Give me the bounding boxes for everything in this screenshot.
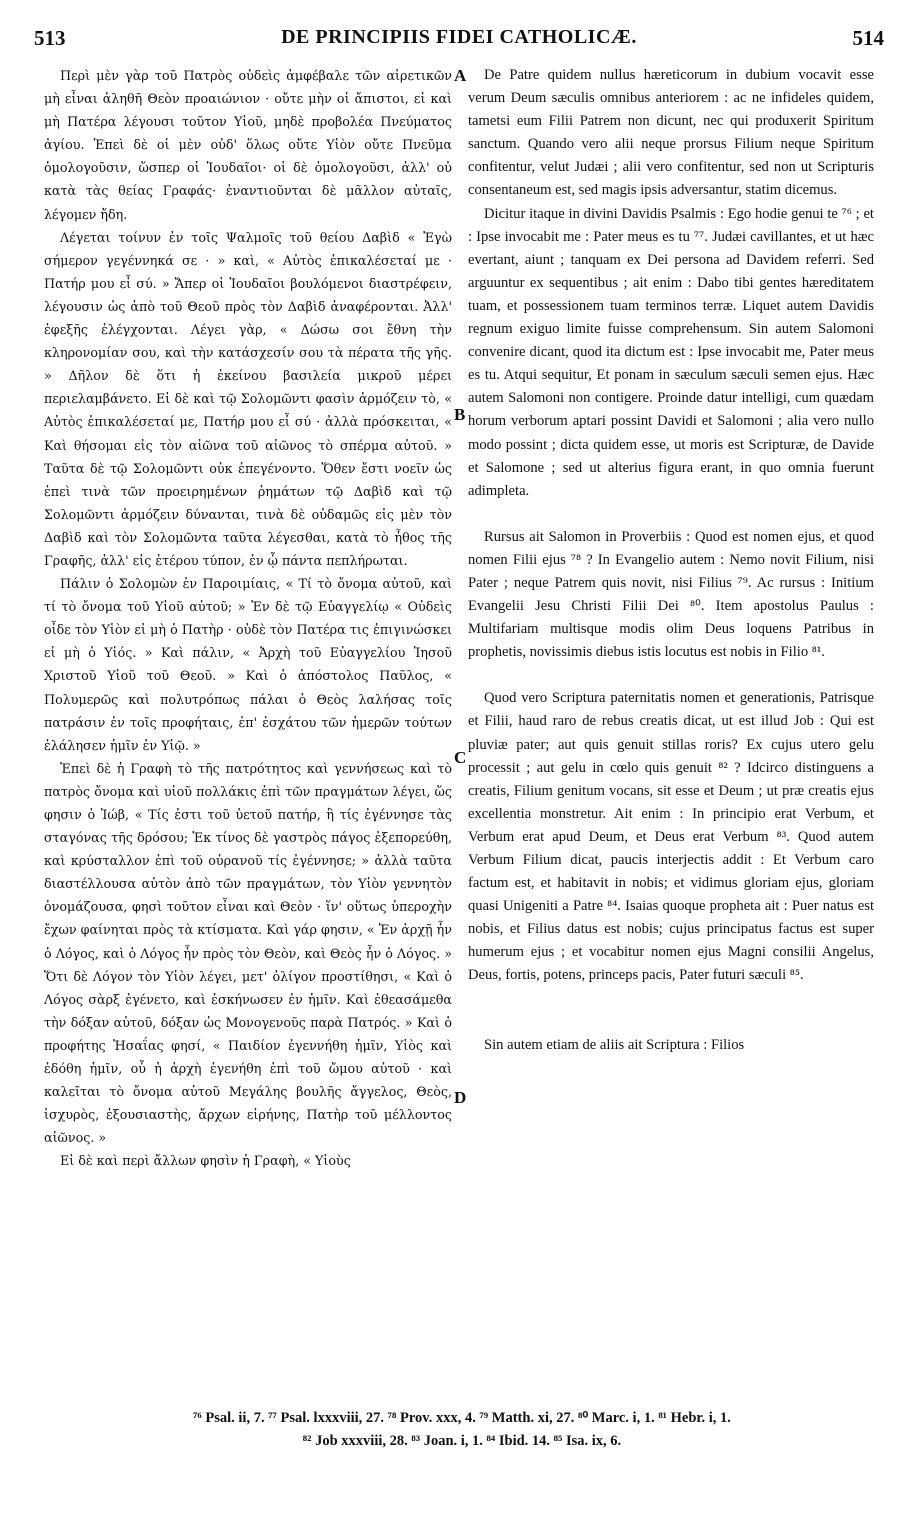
margin-marker-d: D (454, 1088, 467, 1107)
greek-paragraph: Πάλιν ὁ Σολομὼν ἐν Παροιμίαις, « Τί τὸ ὄνομα αὐτοῦ, καὶ τί τὸ ὄνομα τοῦ Υἱοῦ αὐτοῦ; » Ἐν δὲ τῷ Εὐαγγελίῳ « Οὐδεὶς οἶδε τὸν Υἱὸν εἰ μὴ ὁ Πατὴρ · οὐδὲ τὸν Πατέρα τις ἐπιγινώσκει εἰ μὴ ὁ Υἱός. » Καὶ πάλιν, « Ἀρχὴ τοῦ Εὐαγγελίου Ἰησοῦ Χριστοῦ Υἱοῦ τοῦ Θεοῦ. » Καὶ ὁ ἀπόστολος Παῦλος, « Πολυμερῶς καὶ πολυτρόπως πάλαι ὁ Θεὸς λαλήσας τοῖς πατράσιν ἐν τοῖς προφήταις, ἐπ' ἐσχάτου τῶν ἡμερῶν τούτων ἐλάλησεν ἡμῖν ἐν Υἱῷ. » (44, 576, 452, 753)
latin-paragraph: Rursus ait Salomon in Proverbiis : Quod est nomen ejus, et quod nomen Filii ejus ⁷⁸ ? In Evangelio autem : Nemo novit Filium, nisi Pater ; neque Patrem quis novit, nisi Filius ⁷⁹. Ac rursus : Initium Evangelii Jesu Christi Filii Dei ⁸⁰. Item apostolus Paulus : Multifariam multisque modis olim Deus loquens Patribus in prophetis, novissimis diebus istis locutus est nobis in Filio ⁸¹. (468, 528, 874, 661)
margin-marker-c: C (454, 748, 467, 767)
running-title: DE PRINCIPIIS FIDEI CATHOLICÆ. (281, 26, 637, 48)
latin-paragraph: Quod vero Scriptura paternitatis nomen et generationis, Patrisque et Filii, haud raro de rebus creatis dicat, ut est illud Job : Qui est pluviæ pater; aut quis genuit stillas roris? Ex cujus utero gelu processit ; aut gelu in cœlo quis genuit ⁸² ? Idcirco distinguens a creatis, Filium genitum vocans, sit esse et Deum ; ut præ creatis ejus excellentia monstretur. Ait enim : In principio erat Verbum, et Verbum erat apud Deum, et Deus erat Verbum ⁸³. Quod autem Verbum Filium dicat, paucis interjectis addit : Et Verbum caro factum est, et habitavit in nobis; et vidimus gloriam ejus, gloriam quasi Unigeniti a Patre ⁸⁴. Isaias quoque propheta ait : Puer natus est nobis, et Filius datus est nobis; cujus principatus factus est super humerum ejus ; et vocabitur nomen ejus Magni consilii Angelus, Deus, fortis, potens, princeps pacis, Pater futuri sæculi ⁸⁵. (468, 690, 874, 984)
greek-paragraph: Εἰ δὲ καὶ περὶ ἄλλων φησὶν ἡ Γραφὴ, « Υἱοὺς (60, 1153, 351, 1169)
greek-paragraph: Ἐπεὶ δὲ ἡ Γραφὴ τὸ τῆς πατρότητος καὶ γεννήσεως καὶ τὸ πατρὸς ὄνομα καὶ υἱοῦ πολλάκις ἐπὶ τῶν πραγμάτων λέγει, ὥς φησιν ὁ Ἰώβ, « Τίς ἐστι τοῦ ὑετοῦ πατήρ, ἢ τίς ἐγέννησε τὰς σταγόνας τῆς δρόσου; Ἐκ τίνος δὲ γαστρὸς πάγος ἐξεπορεύθη, καὶ κρύσταλλον ἐπὶ τοῦ οὐρανοῦ τίς ἐγέννησε; » ἀλλὰ ταῦτα διαστέλλουσα αὐτὸν ἀπὸ τῶν πραγμάτων, τὸν Υἱὸν γεννητὸν ὀνομάζουσα, φησὶ τοῦτον εἶναι καὶ Θεὸν · ἵν' οὕτως ὑπεροχὴν ἔχων φαίνηται πρὸς τὰ κτίσματα. Καὶ γάρ φησιν, « Ἐν ἀρχῇ ἦν ὁ Λόγος, καὶ ὁ Λόγος ἦν πρὸς τὸν Θεὸν, καὶ Θεὸς ἦν ὁ Λόγος. » Ὅτι δὲ Λόγον τὸν Υἱὸν λέγει, μετ' ὀλίγον προστίθησι, « Καὶ ὁ Λόγος σὰρξ ἐγένετο, καὶ ἐσκήνωσεν ἐν ἡμῖν. Καὶ ἐθεασάμεθα τὴν δόξαν αὐτοῦ, δόξαν ὡς Μονογενοῦς παρὰ Πατρός. » Καὶ ὁ προφήτης Ἡσαΐας φησί, « Παιδίον ἐγεννήθη ἡμῖν, Υἱὸς καὶ ἐδόθη ἡμῖν, οὗ ἡ ἀρχὴ ἐγενήθη ἐπὶ τοῦ ὤμου αὐτοῦ · καὶ καλεῖται τὸ ὄνομα αὐτοῦ Μεγάλης βουλῆς ἄγγελος, Θεὸς, ἰσχυρὸς, ἐξουσιαστὴς, ἄρχων εἰρήνης, Πατὴρ τοῦ μέλλοντος αἰῶνος. » (44, 760, 452, 1146)
latin-paragraph: Dicitur itaque in divini Davidis Psalmis : Ego hodie genui te ⁷⁶ ; et : Ipse invocabit me : Pater meus es tu ⁷⁷. Judæi cavillantes, et ut hæc evertant, aiunt ; tanquam ex Dei persona ad Davidem referri. Sed arguuntur ex sequentibus ; ait enim : Dabo tibi gentes hæreditatem tuam, et possessionem tuam terminos terræ. Liquet autem Davidis regnum exiguo limite fuisse comprehensum. Sin autem Salomoni convenire dicant, quod ita dictum est : Ipse invocabit me, Pater meus es tu. Atqui sequitur, Et ponam in sæculum sæculi semen ejus. Hæc autem Salomoni non contigere. Proinde datur intelligi, cum quædam horum verborum aptari possint Davidi et Salomoni ; alia vero nullo modo possint ; dicta quidem esse, ut moris est Scripturæ, de Davide et Salomone ; sed ut alterius figura erant, in quo omnia fuerunt adimpleta. (468, 205, 874, 499)
page-number-left: 513 (34, 26, 66, 50)
page-header (34, 26, 884, 62)
margin-marker-b: B (454, 405, 466, 424)
margin-marker-a: A (454, 66, 467, 85)
latin-paragraph: Sin autem etiam de aliis ait Scriptura : Filios (484, 1036, 745, 1053)
greek-column (44, 64, 452, 1173)
greek-paragraph: Περὶ μὲν γὰρ τοῦ Πατρὸς οὐδεὶς ἀμφέβαλε τῶν αἱρετικῶν μὴ εἶναι ἀληθῆ Θεὸν προαιώνιον · οὔτε μὴν οἱ ἄπιστοι, εἰ καὶ μὴ Πατέρα λέγουσι τοῦτον Υἱοῦ, μηδὲ προβολέα Πνεύματος ἁγίου. Ἐπεὶ δὲ οἱ μὲν οὐδ' ὅλως οὔτε Υἱὸν οὔτε Πνεῦμα ὁμολογοῦσιν, ὥσπερ οἱ Ἰουδαῖοι· οἱ δὲ ὁμολογοῦσι, ἀλλ' οὐ κατὰ τὰς θείας Γραφάς· ἐναντιοῦνται δὲ μᾶλλον αὐταῖς, λέγομεν ἤδη. (44, 68, 452, 222)
footnote-line: ⁸² Job xxxviii, 28. ⁸³ Joan. i, 1. ⁸⁴ Ibid. 14. ⁸⁵ Isa. ix, 6. (302, 1433, 622, 1449)
latin-column (468, 64, 874, 1057)
latin-paragraph: De Patre quidem nullus hæreticorum in dubium vocavit esse verum Deum sæculis omnibus anteriorem : ac ne infideles quidem, tametsi eum Filii Patrem non dicunt, nec qui produxerit Spiritum sanctum. Quando vero alii neque prorsus Filium neque Spiritum confitentur, velut Judæi ; alii vero confitentur, sed non ut Scripturis consentaneum est, sed magis ipsis adversantur, statim dicemus. (468, 67, 874, 199)
footnotes (44, 1407, 880, 1453)
page-number-right: 514 (852, 26, 884, 50)
greek-paragraph: Λέγεται τοίνυν ἐν τοῖς Ψαλμοῖς τοῦ θείου Δαβὶδ « Ἐγὼ σήμερον γεγέννηκά σε · » καὶ, « Αὐτὸς ἐπικαλέσεταί με · Πατήρ μου εἶ σύ. » Ἄπερ οἱ Ἰουδαῖοι βουλόμενοι διαστρέφειν, λέγουσιν ὡς ἀπὸ τοῦ Θεοῦ πρὸς τὸν Δαβὶδ ἀναφέρονται. Ἀλλ' ἐφεξῆς ἐλέγχονται. Λέγει γὰρ, « Δώσω σοι ἔθνη τὴν κληρονομίαν σου, καὶ τὴν κατάσχεσίν σου τὰ πέρατα τῆς γῆς. » Δῆλον δὲ ὅτι ἡ ἐκείνου βασιλεία μικροῦ μέρει περιελαμβάνετο. Εἰ δὲ καὶ τῷ Σολομῶντι φασὶν ἁρμόζειν τὸ, « Αὐτὸς ἐπικαλέσεταί με, Πατήρ μου εἶ σύ · ἀλλὰ πρόσκειται, « Καὶ θήσομαι εἰς τὸν αἰῶνα τοῦ αἰῶνος τὸ σπέρμα αὐτοῦ. » Ταῦτα δὲ τῷ Σολομῶντι οὐκ ἐπεγένοντο. Ὅθεν ἔστι νοεῖν ὡς ἐπεὶ τινὰ τῶν προειρημένων ῥημάτων τῷ Δαβὶδ καὶ τῷ Σολομῶντι ἁρμόζειν δύνανται, τινὰ δὲ οὐδαμῶς εἰς μὲν τὸν Δαβὶδ καὶ τὸν Σολομῶντα ταῦτα λέγεσθαι, κατὰ τὸ ἦθος τῆς Γραφῆς, ἀλλ' εἰς ἑτέρου τύπον, ἐν ᾧ πάντα πεπλήρωται. (44, 229, 452, 568)
footnote-line: ⁷⁶ Psal. ii, 7. ⁷⁷ Psal. lxxxviii, 27. ⁷⁸ Prov. xxx, 4. ⁷⁹ Matth. xi, 27. ⁸⁰ Marc. i, 1. ⁸¹ Hebr. i, 1. (193, 1410, 731, 1426)
